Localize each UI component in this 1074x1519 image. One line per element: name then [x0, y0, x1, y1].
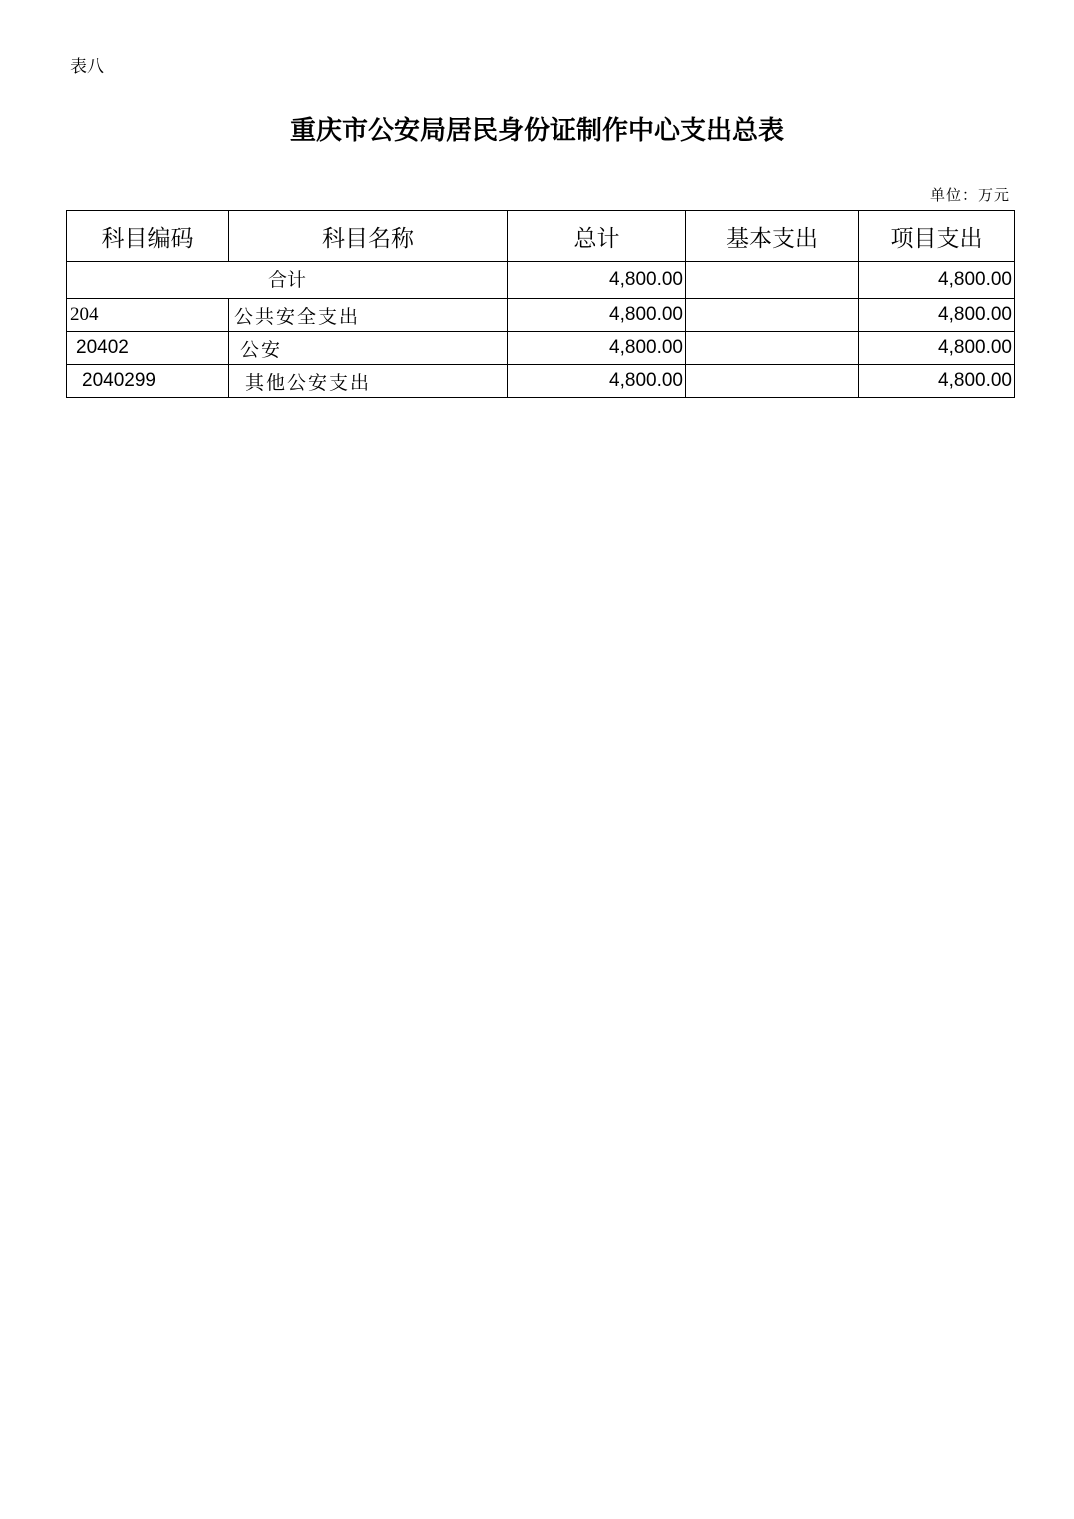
total-row-basic [686, 262, 859, 299]
expenditure-table [66, 210, 1015, 398]
row-basic [686, 332, 859, 365]
header-code: 科目编码 [67, 211, 229, 262]
table-row [67, 299, 1015, 332]
row-basic [686, 365, 859, 398]
header-project: 项目支出 [859, 211, 1015, 262]
total-row-total: 4,800.00 [508, 262, 686, 299]
row-basic [686, 299, 859, 332]
row-project: 4,800.00 [859, 332, 1015, 365]
header-name: 科目名称 [229, 211, 508, 262]
table-row [67, 365, 1015, 398]
total-row-label: 合计 [67, 262, 508, 299]
total-row-project: 4,800.00 [859, 262, 1015, 299]
row-name: 公共安全支出 [229, 299, 508, 332]
row-project: 4,800.00 [859, 299, 1015, 332]
total-row [67, 262, 1015, 299]
row-code: 204 [67, 299, 229, 332]
row-total: 4,800.00 [508, 332, 686, 365]
page-title: 重庆市公安局居民身份证制作中心支出总表 [289, 116, 784, 146]
table-row [67, 332, 1015, 365]
header-total: 总计 [508, 211, 686, 262]
row-code: 20402 [67, 332, 229, 365]
row-code: 2040299 [67, 365, 229, 398]
table-number-label: 表八 [70, 57, 104, 77]
row-project: 4,800.00 [859, 365, 1015, 398]
table-header-row [67, 211, 1015, 262]
row-name: 其他公安支出 [229, 365, 508, 398]
row-total: 4,800.00 [508, 299, 686, 332]
unit-label: 单位：万元 [929, 186, 1010, 204]
header-basic: 基本支出 [686, 211, 859, 262]
row-name: 公安 [229, 332, 508, 365]
row-total: 4,800.00 [508, 365, 686, 398]
